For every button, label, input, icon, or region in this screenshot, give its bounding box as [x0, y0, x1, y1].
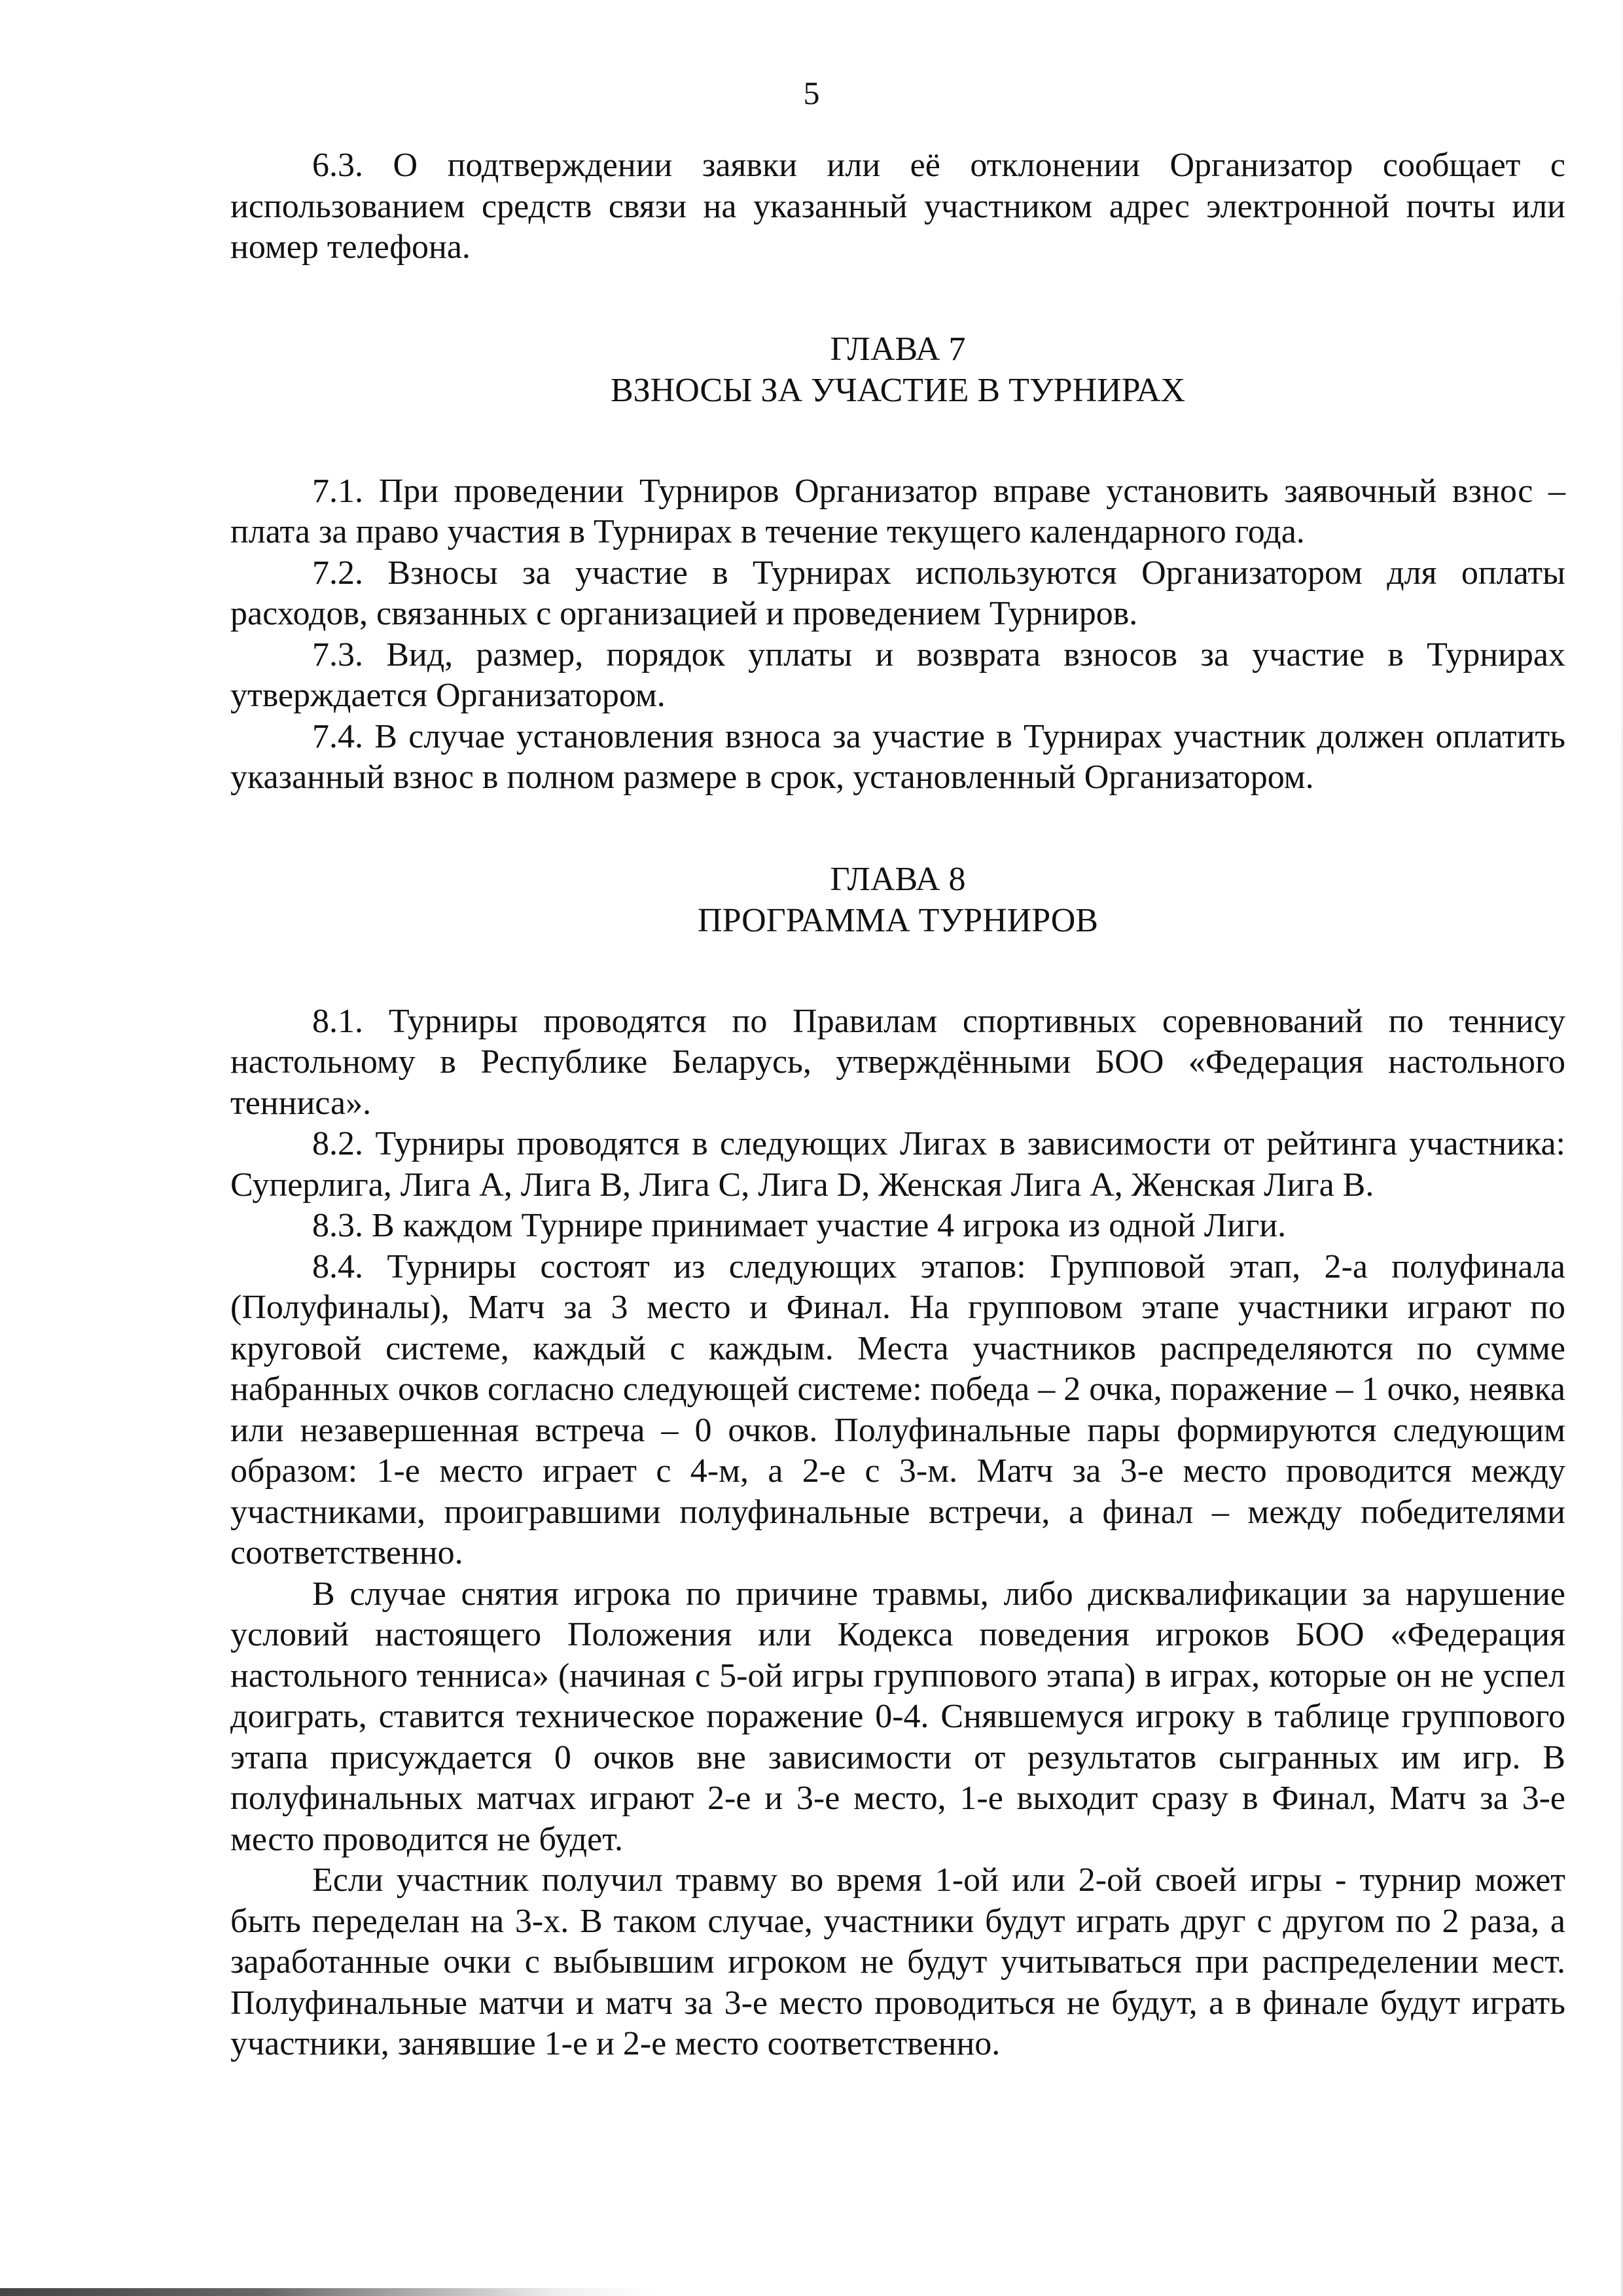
page-content	[230, 145, 1565, 2065]
section-7-3: 7.3. Вид, размер, порядок уплаты и возврата взносов за участие в Турнирах утверждается Организатором.	[230, 636, 1565, 714]
section-6-3: 6.3. О подтверждении заявки или её отклонении Организатор сообщает с использованием средств связи на указанный участником адрес электронной почты или номер телефона.	[230, 147, 1565, 266]
section-8-4-injury: Если участник получил травму во время 1-ой или 2-ой своей игры - турнир может быть переделан на 3-х. В таком случае, участники будут играть друг с другом по 2 раза, а заработанные очки с выбывшим игроком не будут учитываться при распределении мест. Полуфинальные матчи и матч за 3-е место проводиться не будут, а в финале будут играть участники, занявшие 1-е и 2-е место соответственно.	[230, 1861, 1565, 2062]
section-8-4: 8.4. Турниры состоят из следующих этапов: Групповой этап, 2-а полуфинала (Полуфиналы), Матч за 3 место и Финал. На групповом этапе участники играют по круговой системе, каждый с каждым. Места участников распределяются по сумме набранных очков согласно следующей системе: победа – 2 очка, поражение – 1 очко, неявка или незавершенная встреча – 0 очков. Полуфинальные пары формируются следующим образом: 1-е место играет с 4-м, а 2-е с 3-м. Матч за 3-е место проводится между участниками, проигравшими полуфинальные встречи, а финал – между победителями соответственно.	[230, 1247, 1565, 1571]
page-number: 5	[803, 75, 820, 111]
section-8-1: 8.1. Турниры проводятся по Правилам спортивных соревнований по теннису настольному в Республике Беларусь, утверждёнными БОО «Федерация настольного тенниса».	[230, 1002, 1565, 1122]
chapter-8-body	[230, 1001, 1565, 2065]
chapter-8-title: ПРОГРАММА ТУРНИРОВ	[698, 901, 1098, 939]
section-7-2: 7.2. Взносы за участие в Турнирах используются Организатором для оплаты расходов, связанных с организацией и проведением Турниров.	[230, 554, 1565, 632]
section-8-2: 8.2. Турниры проводятся в следующих Лигах в зависимости от рейтинга участника: Суперлига, Лига А, Лига В, Лига С, Лига D, Женская Лига А, Женская Лига В.	[230, 1125, 1565, 1204]
chapter-7-heading	[230, 329, 1565, 411]
chapter-7-title: ВЗНОСЫ ЗА УЧАСТИЕ В ТУРНИРАХ	[610, 371, 1186, 409]
scan-edge-shadow	[0, 2288, 654, 2296]
section-7-4: 7.4. В случае установления взноса за участие в Турнирах участник должен оплатить указанный взнос в полном размере в срок, установленный Организатором.	[230, 717, 1565, 796]
chapter-7-body	[230, 471, 1565, 798]
chapter-8-heading	[230, 859, 1565, 941]
chapter-8-label: ГЛАВА 8	[830, 860, 966, 898]
chapter-7-label: ГЛАВА 7	[830, 330, 966, 368]
section-7-1: 7.1. При проведении Турниров Организатор вправе установить заявочный взнос – плата за право участия в Турнирах в течение текущего календарного года.	[230, 472, 1565, 550]
section-8-4-withdrawal: В случае снятия игрока по причине травмы, либо дисквалификации за нарушение условий настоящего Положения или Кодекса поведения игроков БОО «Федерация настольного тенниса» (начиная с 5-ой игры группового этапа) в играх, которые он не успел доиграть, ставится техническое поражение 0-4. Снявшемуся игроку в таблице группового этапа присуждается 0 очков вне зависимости от результатов сыгранных им игр. В полуфинальных матчах играют 2-е и 3-е место, 1-е выходит сразу в Финал, Матч за 3-е место проводится не будет.	[230, 1575, 1565, 1858]
section-8-3: 8.3. В каждом Турнире принимает участие 4 игрока из одной Лиги.	[312, 1207, 1287, 1244]
